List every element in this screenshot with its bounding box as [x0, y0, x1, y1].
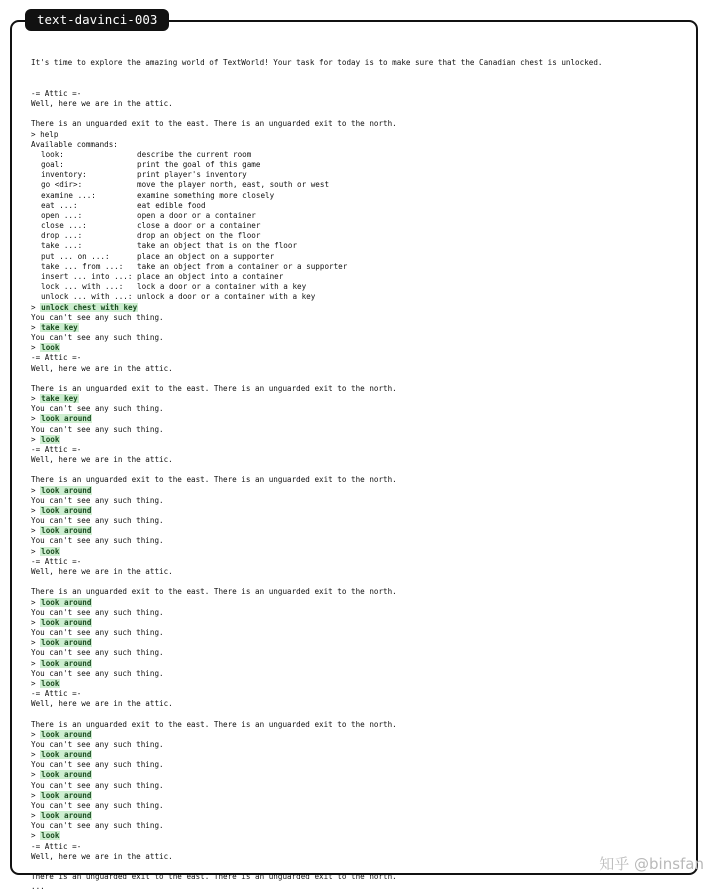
command-line	[31, 547, 691, 557]
output-line: ...	[31, 882, 45, 892]
player-command: look around	[41, 638, 92, 648]
prompt-symbol: >	[31, 505, 41, 515]
help-command-desc: place an object on a supporter	[137, 251, 275, 261]
prompt-symbol: >	[31, 414, 41, 424]
player-command: look around	[41, 811, 92, 821]
prompt-symbol: >	[31, 597, 41, 607]
help-command-row	[31, 292, 691, 302]
player-command: look	[41, 434, 60, 444]
help-header: Available commands:	[31, 139, 118, 149]
prompt-symbol: >	[31, 546, 41, 556]
player-command: help	[40, 129, 59, 139]
output-line: -= Attic =-	[31, 88, 82, 98]
command-line	[31, 679, 691, 689]
help-command-name: open ...:	[41, 210, 83, 220]
help-command-desc: drop an object on the floor	[137, 231, 261, 241]
prompt-symbol: >	[31, 434, 41, 444]
player-command: look around	[41, 526, 92, 536]
output-line: Well, here we are in the attic.	[31, 699, 173, 709]
help-command-name: goal:	[41, 160, 64, 170]
help-command-row	[31, 201, 691, 211]
prompt-symbol: >	[31, 302, 41, 312]
output-line: You can't see any such thing.	[31, 312, 164, 322]
help-command-row	[31, 191, 691, 201]
player-command: take key	[41, 322, 78, 332]
command-line	[31, 303, 691, 313]
output-line: There is an unguarded exit to the east. There is an unguarded exit to the north.	[31, 119, 397, 129]
output-line: You can't see any such thing.	[31, 424, 164, 434]
help-command-desc: print player's inventory	[137, 170, 247, 180]
help-command-name: insert ... into ...:	[41, 272, 133, 281]
help-command-desc: unlock a door or a container with a key	[137, 292, 316, 302]
output-line: Well, here we are in the attic.	[31, 363, 173, 373]
player-command: take key	[41, 394, 78, 404]
help-command-name: lock ... with ...:	[41, 282, 124, 292]
command-line	[31, 750, 691, 760]
output-line: You can't see any such thing.	[31, 536, 164, 546]
player-command: look	[41, 546, 60, 556]
help-command-row	[31, 221, 691, 231]
command-line	[31, 659, 691, 669]
prompt-symbol: >	[31, 678, 41, 688]
help-command-name: go <dir>:	[41, 180, 83, 190]
help-command-name: eat ...:	[41, 200, 78, 210]
output-line: Well, here we are in the attic.	[31, 851, 173, 861]
output-line: Well, here we are in the attic.	[31, 99, 173, 109]
command-line	[31, 343, 691, 353]
output-line: There is an unguarded exit to the east. There is an unguarded exit to the north.	[31, 475, 397, 485]
help-command-name: put ... on ...:	[41, 251, 110, 261]
help-command-desc: take an object from a container or a supporter	[137, 261, 348, 271]
command-line	[31, 618, 691, 628]
help-command-row	[31, 180, 691, 190]
command-line	[31, 486, 691, 496]
output-line: You can't see any such thing.	[31, 607, 164, 617]
help-command-row	[31, 231, 691, 241]
player-command: look	[41, 831, 60, 841]
help-command-desc: print the goal of this game	[137, 160, 261, 170]
help-command-row	[31, 272, 691, 282]
player-command: look around	[41, 790, 92, 800]
player-command: look around	[41, 770, 92, 780]
output-line: You can't see any such thing.	[31, 495, 164, 505]
help-command-row	[31, 160, 691, 170]
help-command-row	[31, 241, 691, 251]
output-line: There is an unguarded exit to the east. There is an unguarded exit to the north.	[31, 383, 397, 393]
blank-line	[31, 577, 691, 587]
help-command-row	[31, 150, 691, 160]
help-command-desc: place an object into a container	[137, 272, 284, 281]
output-line: You can't see any such thing.	[31, 760, 164, 770]
watermark-text: 知乎 @binsfan	[599, 855, 704, 873]
prompt-symbol: >	[31, 729, 41, 739]
prompt-symbol: >	[31, 394, 41, 404]
output-line: There is an unguarded exit to the east. There is an unguarded exit to the north.	[31, 719, 397, 729]
output-line: You can't see any such thing.	[31, 404, 164, 414]
output-line: You can't see any such thing.	[31, 739, 164, 749]
player-command: look	[41, 343, 60, 353]
blank-line	[31, 109, 691, 119]
prompt-symbol: >	[31, 485, 41, 495]
help-command-name: take ...:	[41, 241, 83, 251]
help-command-desc: lock a door or a container with a key	[137, 282, 307, 292]
help-command-desc: examine something more closely	[137, 190, 275, 200]
blank-line	[31, 465, 691, 475]
help-command-name: close ...:	[41, 221, 87, 231]
help-command-name: examine ...:	[41, 190, 96, 200]
help-command-row	[31, 211, 691, 221]
player-command: unlock chest with key	[41, 302, 138, 312]
command-line	[31, 130, 691, 140]
help-command-row	[31, 252, 691, 262]
blank-line	[31, 862, 691, 872]
intro-text: It's time to explore the amazing world of TextWorld! Your task for today is to make sure that the Canadian chest is unlocked.	[31, 58, 603, 68]
prompt-symbol: >	[31, 658, 41, 668]
command-line	[31, 323, 691, 333]
command-line	[31, 831, 691, 841]
help-command-row	[31, 262, 691, 272]
output-line: You can't see any such thing.	[31, 780, 164, 790]
output-line: Well, here we are in the attic.	[31, 566, 173, 576]
output-line: -= Attic =-	[31, 556, 82, 566]
help-command-desc: move the player north, east, south or west	[137, 180, 330, 190]
help-command-desc: take an object that is on the floor	[137, 241, 298, 251]
blank-line	[31, 709, 691, 719]
player-command: look around	[41, 505, 92, 515]
player-command: look around	[41, 750, 92, 760]
player-command: look around	[41, 414, 92, 424]
prompt-symbol: >	[31, 811, 41, 821]
help-command-name: inventory:	[41, 170, 87, 180]
player-command: look around	[41, 729, 92, 739]
player-command: look around	[41, 617, 92, 627]
prompt-symbol: >	[31, 322, 41, 332]
help-command-desc: eat edible food	[137, 200, 206, 210]
output-line: There is an unguarded exit to the east. There is an unguarded exit to the north.	[31, 587, 397, 597]
command-line	[31, 598, 691, 608]
prompt-symbol: >	[31, 343, 41, 353]
output-line: You can't see any such thing.	[31, 333, 164, 343]
command-line	[31, 638, 691, 648]
output-line: You can't see any such thing.	[31, 668, 164, 678]
command-line	[31, 770, 691, 780]
game-transcript	[31, 38, 691, 892]
output-line: -= Attic =-	[31, 689, 82, 699]
prompt-symbol: >	[31, 831, 41, 841]
output-line: You can't see any such thing.	[31, 628, 164, 638]
model-title-tab: text-davinci-003	[25, 9, 169, 31]
command-line	[31, 394, 691, 404]
command-line	[31, 414, 691, 424]
output-line: -= Attic =-	[31, 353, 82, 363]
command-line	[31, 526, 691, 536]
help-command-row	[31, 170, 691, 180]
help-command-row	[31, 282, 691, 292]
player-command: look around	[41, 485, 92, 495]
prompt-symbol: >	[31, 617, 41, 627]
output-line: You can't see any such thing.	[31, 821, 164, 831]
player-command: look around	[41, 597, 92, 607]
prompt-symbol: >	[31, 750, 41, 760]
command-line	[31, 506, 691, 516]
help-command-name: look:	[41, 149, 64, 159]
output-line: -= Attic =-	[31, 444, 82, 454]
output-line: You can't see any such thing.	[31, 516, 164, 526]
blank-line	[31, 374, 691, 384]
player-command: look	[41, 678, 60, 688]
help-command-desc: describe the current room	[137, 149, 252, 159]
help-command-name: unlock ... with ...:	[41, 292, 133, 302]
output-line: Well, here we are in the attic.	[31, 455, 173, 465]
output-line: There is an unguarded exit to the east. There is an unguarded exit to the north.	[31, 872, 397, 882]
output-line: You can't see any such thing.	[31, 800, 164, 810]
prompt-symbol: >	[31, 790, 41, 800]
prompt-symbol: >	[31, 129, 41, 139]
help-command-name: take ... from ...:	[41, 261, 124, 271]
command-line	[31, 435, 691, 445]
command-line	[31, 791, 691, 801]
prompt-symbol: >	[31, 526, 41, 536]
help-command-desc: close a door or a container	[137, 221, 261, 231]
blank-line	[31, 79, 691, 89]
player-command: look around	[41, 658, 92, 668]
help-command-desc: open a door or a container	[137, 210, 256, 220]
prompt-symbol: >	[31, 638, 41, 648]
command-line	[31, 730, 691, 740]
prompt-symbol: >	[31, 770, 41, 780]
output-line: You can't see any such thing.	[31, 648, 164, 658]
command-line	[31, 811, 691, 821]
output-line: -= Attic =-	[31, 841, 82, 851]
help-command-name: drop ...:	[41, 231, 83, 241]
